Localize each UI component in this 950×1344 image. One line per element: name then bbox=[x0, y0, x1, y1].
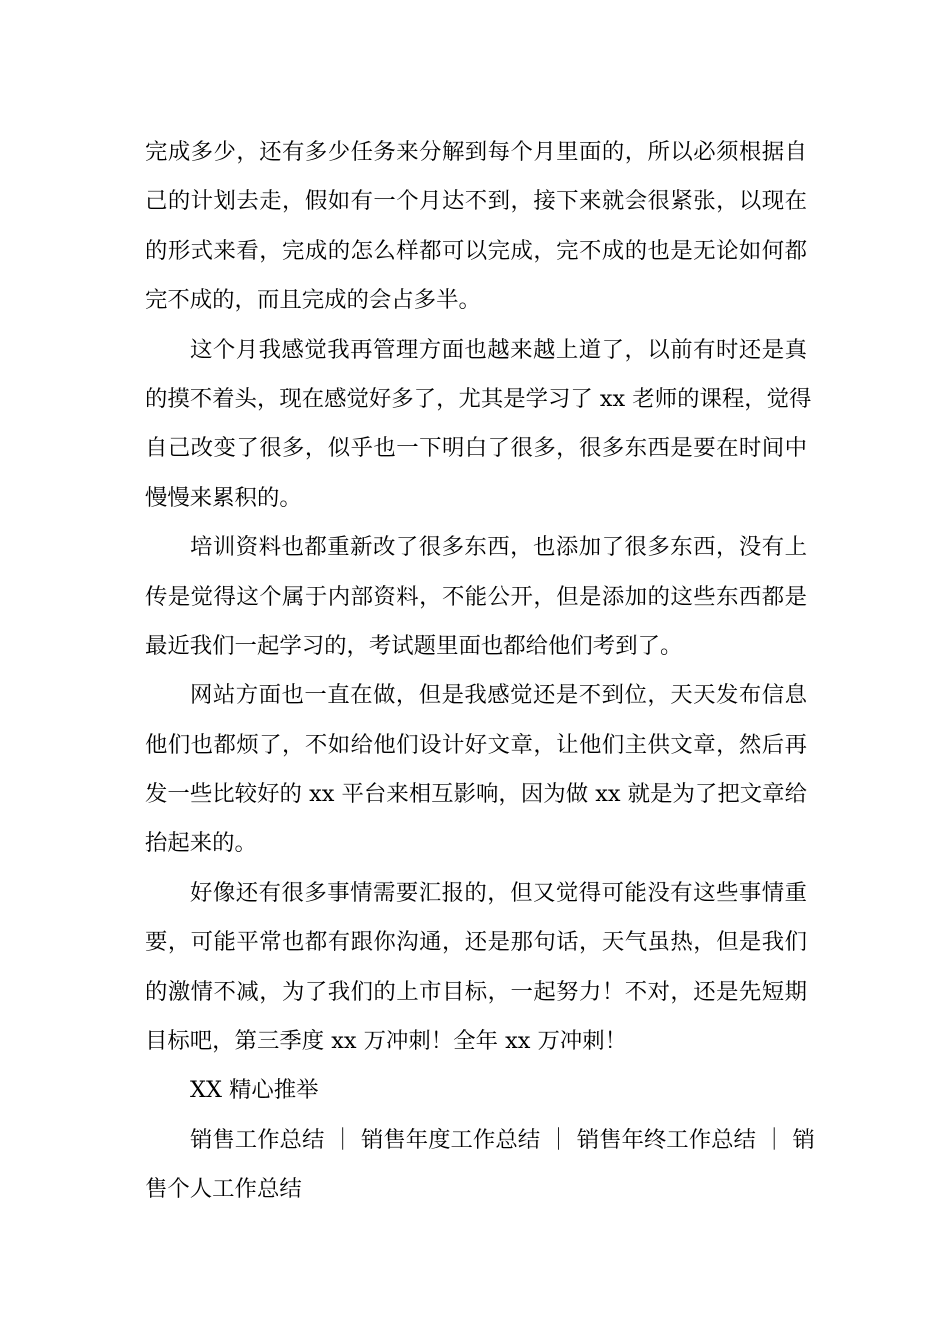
link-year-end-sales-summary[interactable]: 销售年终工作总结 bbox=[576, 1126, 756, 1153]
text-line: 完成多少，还有多少任务来分解到每个月里面的，所以必须根据自 bbox=[145, 139, 807, 165]
text-line: 要，可能平常也都有跟你沟通，还是那句话，天气虽热，但是我们 bbox=[145, 929, 807, 956]
text-line: 好像还有很多事情需要汇报的，但又觉得可能没有这些事情重 bbox=[190, 879, 807, 906]
link-separator: ｜ bbox=[763, 1126, 786, 1153]
text-line: 网站方面也一直在做，但是我感觉还是不到位，天天发布信息 bbox=[190, 682, 807, 709]
text-line: 他们也都烦了，不如给他们设计好文章，让他们主供文章，然后再 bbox=[145, 731, 807, 758]
text-line: 的形式来看，完成的怎么样都可以完成，完不成的也是无论如何都 bbox=[145, 237, 807, 264]
text-line: 抬起来的。 bbox=[145, 830, 257, 857]
text-line: 最近我们一起学习的，考试题里面也都给他们考到了。 bbox=[145, 632, 683, 659]
link-separator: ｜ bbox=[547, 1126, 570, 1153]
related-links bbox=[145, 1116, 815, 1165]
text-line: 培训资料也都重新改了很多东西，也添加了很多东西，没有上 bbox=[190, 534, 807, 561]
text-line: 自己改变了很多，似乎也一下明白了很多，很多东西是要在时间中 bbox=[145, 435, 807, 462]
link-personal-sales-summary-start[interactable]: 销 bbox=[792, 1126, 815, 1153]
paragraph-3 bbox=[145, 523, 807, 671]
text-line: 慢慢来累积的。 bbox=[145, 484, 302, 511]
link-sales-work-summary[interactable]: 销售工作总结 bbox=[190, 1126, 325, 1153]
text-line: 传是觉得这个属于内部资料，不能公开，但是添加的这些东西都是 bbox=[145, 583, 807, 610]
document-page bbox=[145, 128, 815, 1215]
recommend-title: XX 精心推举 bbox=[190, 1077, 319, 1104]
text-line: 发一些比较好的 xx 平台来相互影响，因为做 xx 就是为了把文章给 bbox=[145, 781, 807, 808]
link-personal-sales-summary-continued[interactable]: 售个人工作总结 bbox=[145, 1176, 302, 1203]
text-line: 的激情不减，为了我们的上市目标，一起努力！不对，还是先短期 bbox=[145, 978, 807, 1005]
text-line: 完不成的，而且完成的会占多半。 bbox=[145, 287, 481, 314]
paragraph-5 bbox=[145, 869, 807, 1067]
text-line: 的摸不着头，现在感觉好多了，尤其是学习了 xx 老师的课程，觉得 bbox=[145, 385, 812, 412]
paragraph-2 bbox=[145, 326, 812, 524]
paragraph-1 bbox=[145, 128, 807, 326]
text-line: 目标吧，第三季度 xx 万冲刺！全年 xx 万冲刺！ bbox=[145, 1028, 628, 1055]
paragraph-4 bbox=[145, 671, 807, 869]
link-separator: ｜ bbox=[331, 1126, 354, 1153]
link-annual-sales-summary[interactable]: 销售年度工作总结 bbox=[360, 1126, 541, 1153]
text-line: 己的计划去走，假如有一个月达不到，接下来就会很紧张，以现在 bbox=[145, 188, 807, 215]
text-line: 这个月我感觉我再管理方面也越来越上道了，以前有时还是真 bbox=[190, 336, 807, 363]
